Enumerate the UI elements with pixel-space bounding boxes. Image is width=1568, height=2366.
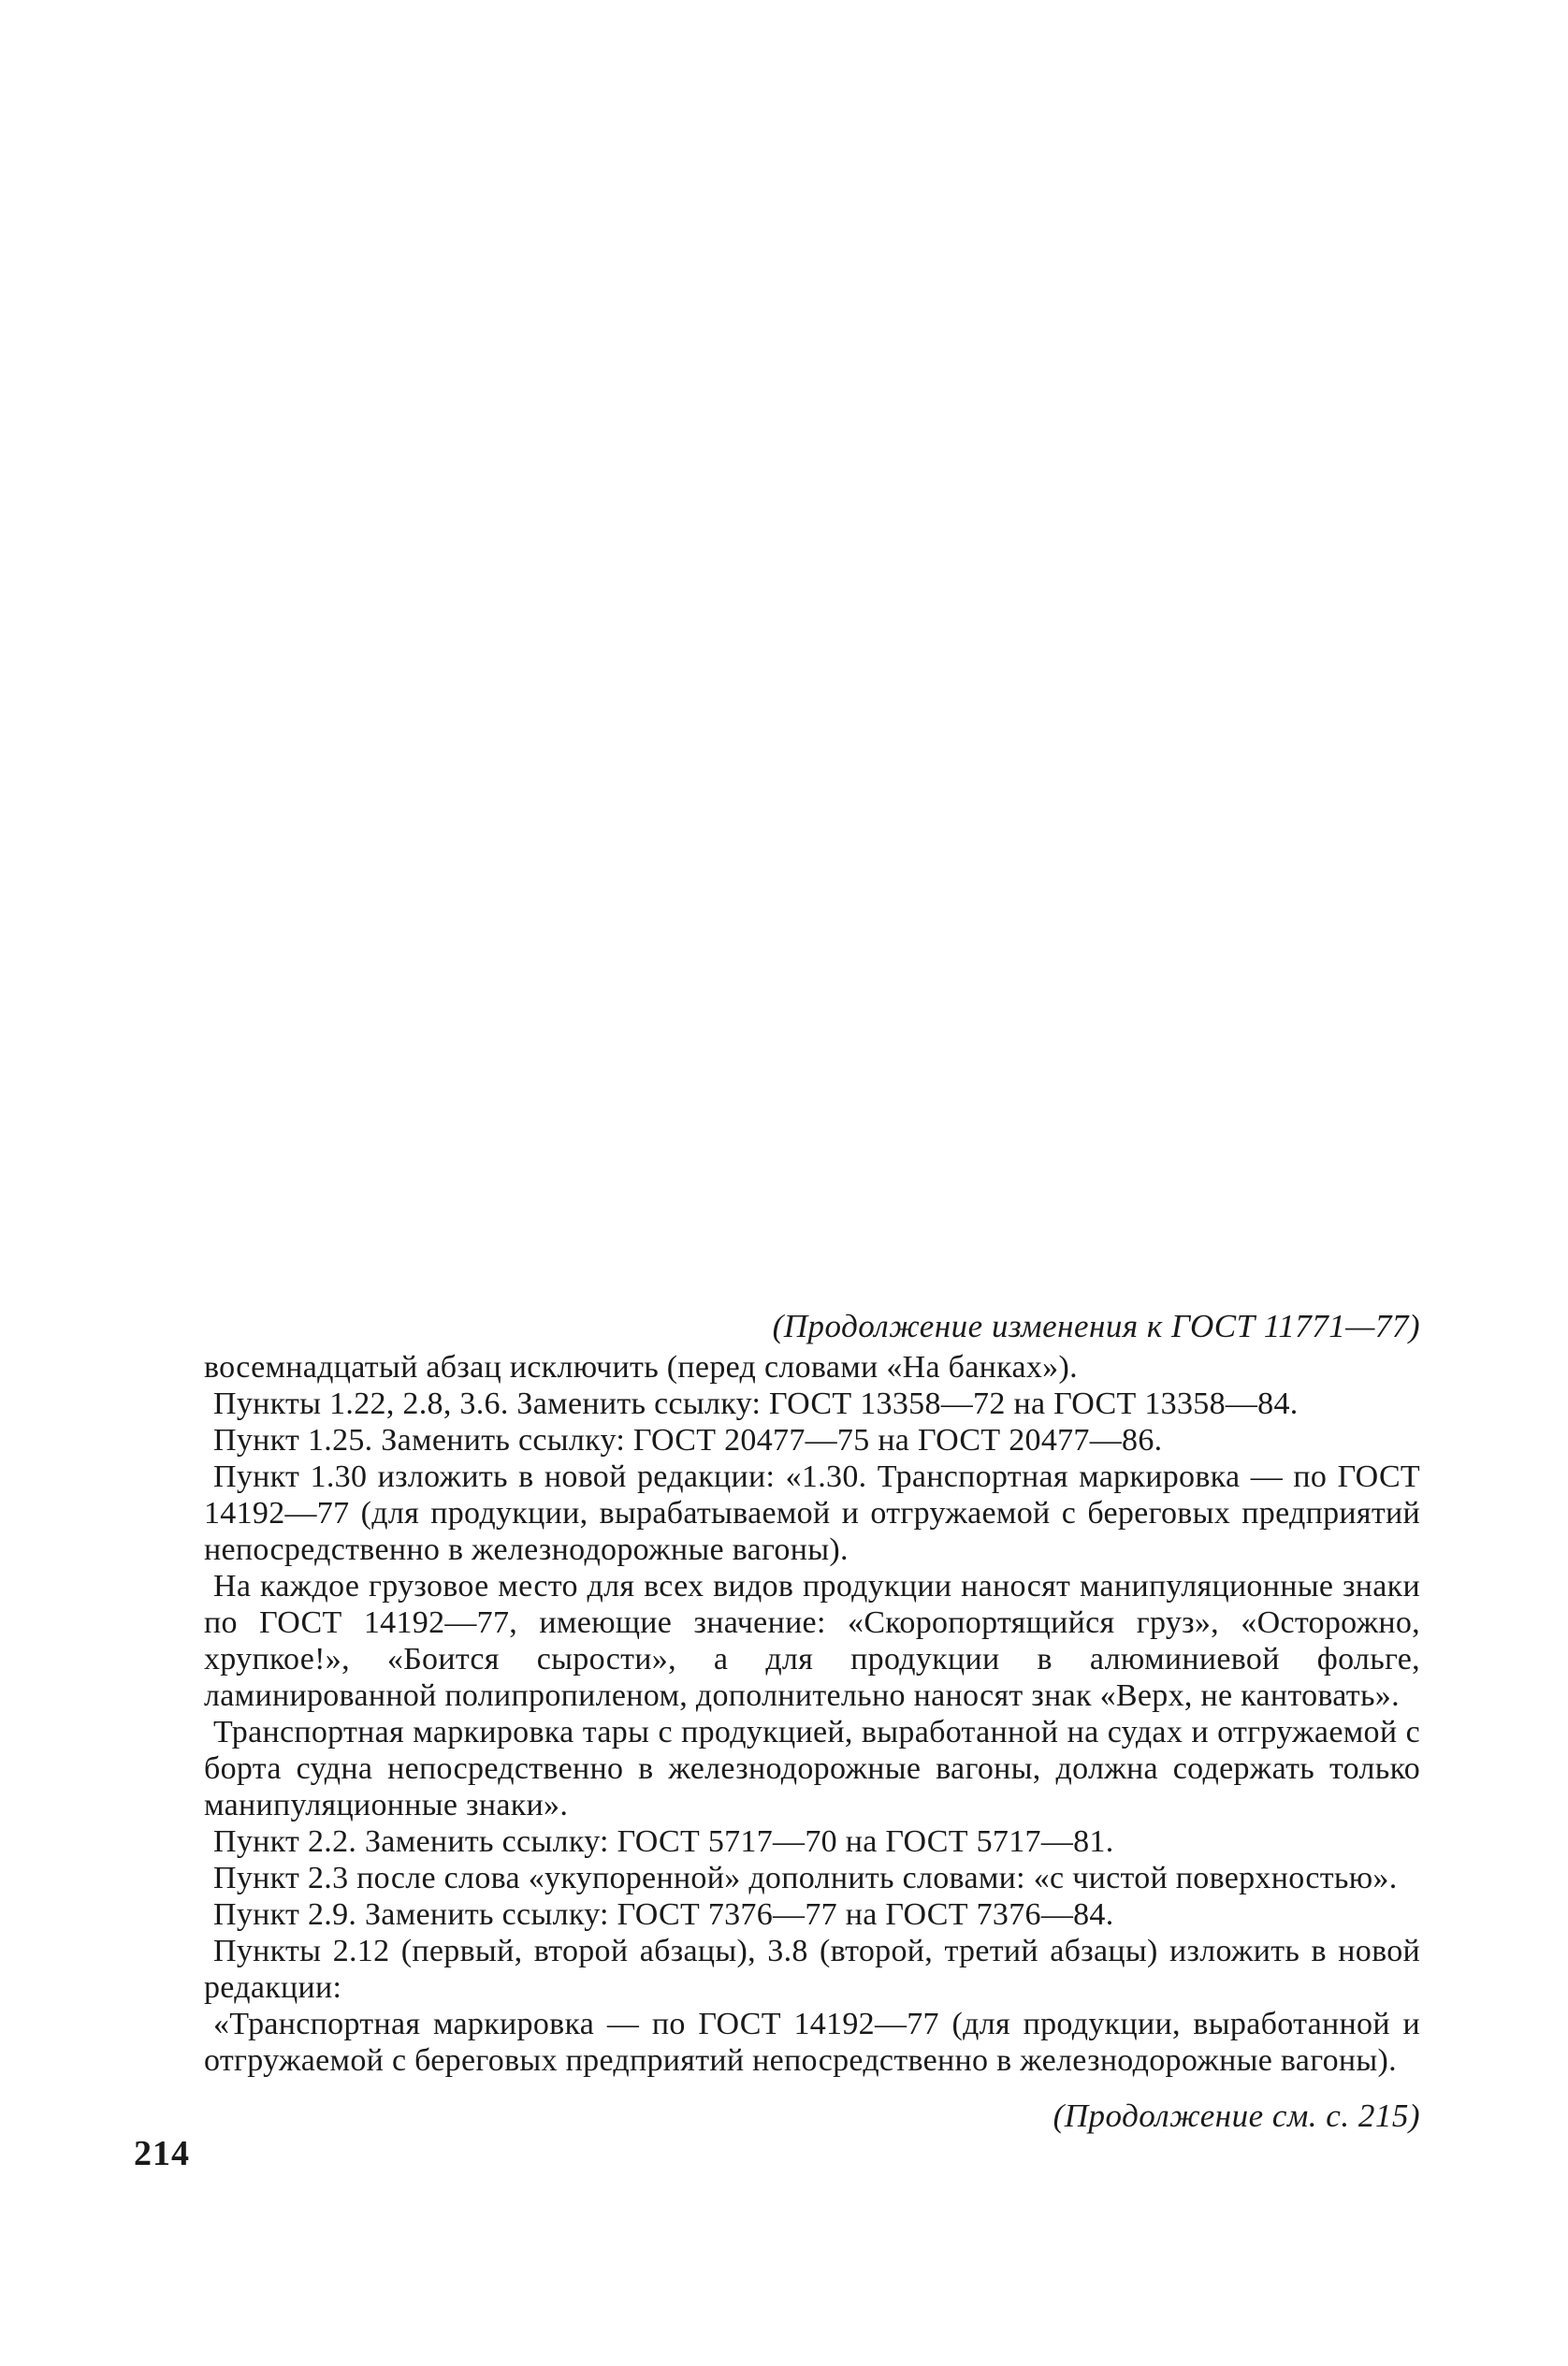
paragraph-8: Пункт 2.3 после слова «укупоренной» дополнить словами: «с чистой поверхностью». [213, 1861, 1398, 1895]
paragraph-9: Пункт 2.9. Заменить ссылку: ГОСТ 7376—77 на ГОСТ 7376—84. [213, 1897, 1114, 1932]
paragraph-11: «Транспортная маркировка — по ГОСТ 14192—77 (для продукции, выработанной и отгружаемой с береговых предприятий непосредственно в железнодорожные вагоны). [204, 2007, 1420, 2078]
paragraph-2: Пункты 1.22, 2.8, 3.6. Заменить ссылку: ГОСТ 13358—72 на ГОСТ 13358—84. [213, 1386, 1299, 1421]
paragraph-6: Транспортная маркировка тары с продукцией, выработанной на судах и отгружаемой с борта судна непосредственно в железнодорожные вагоны, должна содержать только манипуляционные знаки». [204, 1715, 1420, 1822]
continuation-header: (Продолжение изменения к ГОСТ 11771—77) [772, 1308, 1420, 1344]
page-number: 214 [134, 2134, 190, 2173]
paragraph-1: восемнадцатый абзац исключить (перед словами «На банках»). [204, 1350, 1078, 1385]
paragraph-10: Пункты 2.12 (первый, второй абзацы), 3.8 (второй, третий абзацы) изложить в новой редакции: [204, 1934, 1420, 2005]
paragraph-3: Пункт 1.25. Заменить ссылку: ГОСТ 20477—75 на ГОСТ 20477—86. [213, 1423, 1163, 1458]
paragraph-5: На каждое грузовое место для всех видов продукции наносят манипуляционные знаки по ГОСТ 14192—77, имеющие значение: «Скоропортящийся груз», «Осторожно, хрупкое!», «Боится сырости», а для продукции в алюминиевой фольге, ламинированной полипропиленом, дополнительно наносят знак «Верх, не кантовать». [204, 1569, 1420, 1713]
text-block [204, 1306, 1420, 2137]
paragraph-7: Пункт 2.2. Заменить ссылку: ГОСТ 5717—70 на ГОСТ 5717—81. [213, 1824, 1114, 1859]
continuation-footer: (Продолжение см. с. 215) [1053, 2097, 1420, 2134]
paragraph-4: Пункт 1.30 изложить в новой редакции: «1.30. Транспортная маркировка — по ГОСТ 14192—77 (для продукции, вырабатываемой и отгружаемой с береговых предприятий непосредственно в железнодорожные вагоны). [204, 1459, 1420, 1567]
